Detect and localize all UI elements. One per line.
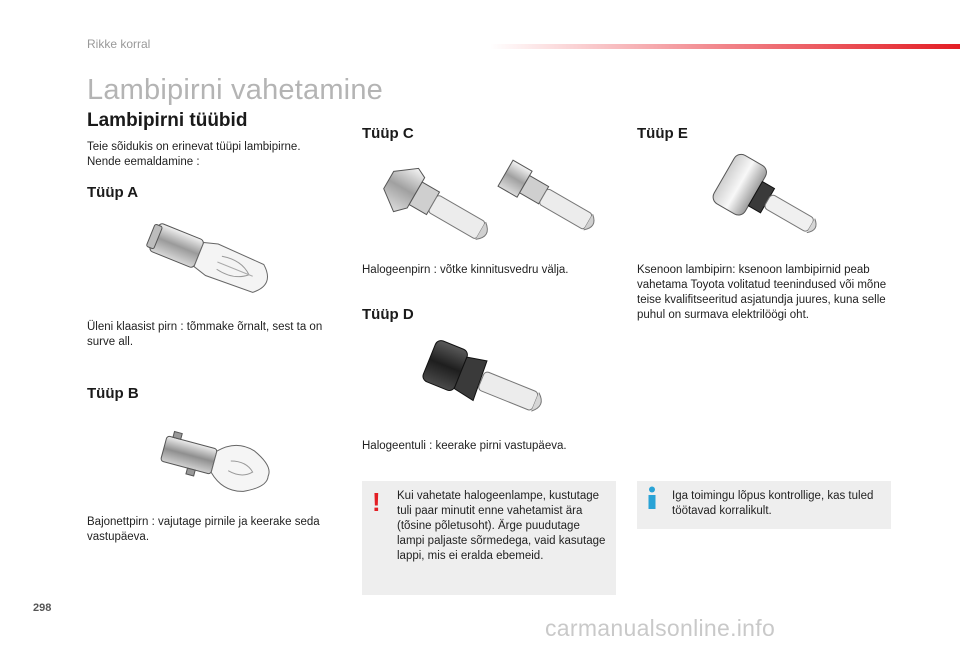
type-e-heading: Tüüp E	[637, 125, 688, 142]
bulb-type-c-icon	[372, 160, 612, 255]
type-a-description: Üleni klaasist pirn : tõmmake õrnalt, sest ta on surve all.	[87, 321, 323, 348]
page-title: Lambipirni vahetamine	[87, 74, 383, 106]
watermark: carmanualsonline.info	[545, 615, 776, 641]
bulb-type-a-icon	[140, 222, 285, 297]
section-label: Rikke korral	[87, 37, 151, 51]
type-e-description: Ksenoon lambipirn: ksenoon lambipirnid peab vahetama Toyota volitatud teenindused või mõne teise kvalifitseeritud asjatundja juures, kuna selle puhul on surmava elektrilöögi oht.	[637, 264, 887, 321]
bulb-type-e-icon	[705, 160, 835, 250]
info-text: Iga toimingu lõpus kontrollige, kas tuled töötavad korralikult.	[672, 490, 874, 517]
type-d-heading: Tüüp D	[362, 306, 414, 323]
type-d-description: Halogeentuli : keerake pirni vastupäeva.	[362, 440, 567, 452]
type-a-heading: Tüüp A	[87, 184, 139, 201]
type-b-heading: Tüüp B	[87, 385, 139, 402]
warning-text: Kui vahetate halogeenlampe, kustutage tuli paar minutit enne vahetamist ära (tõsine põletusoht). Ärge puudutage lampi paljaste sõrmedega, vaid kasutage lappi, mis ei eralda ebemeid.	[397, 490, 606, 562]
info-icon	[646, 486, 658, 510]
types-intro: Teie sõidukis on erinevat tüüpi lambipirne. Nende eemaldamine :	[87, 141, 301, 168]
type-b-description: Bajonettpirn : vajutage pirnile ja keerake seda vastupäeva.	[87, 516, 320, 543]
type-c-description: Halogeenpirn : võtke kinnitusvedru välja.	[362, 264, 569, 276]
bulb-type-d-icon	[418, 345, 563, 425]
type-c-heading: Tüüp C	[362, 125, 414, 142]
exclamation-icon: !	[372, 487, 381, 517]
info-box	[637, 481, 891, 529]
types-heading: Lambipirni tüübid	[87, 110, 248, 131]
bulb-type-b-icon	[150, 425, 280, 500]
header-accent-bar	[490, 44, 960, 49]
page-number: 298	[33, 602, 52, 614]
warning-box	[362, 481, 616, 595]
